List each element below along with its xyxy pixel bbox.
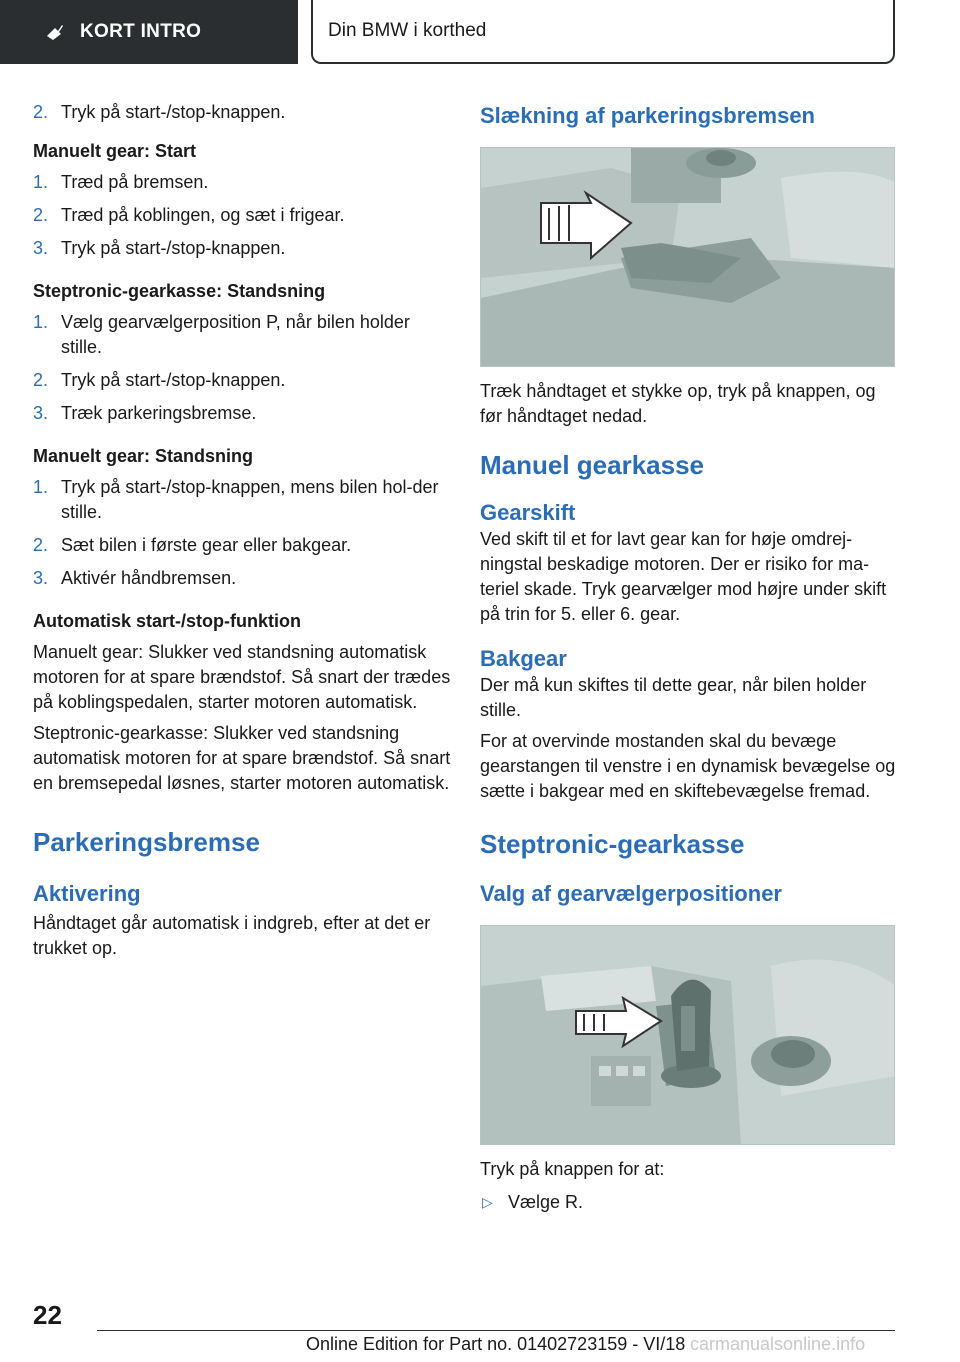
list-item: 1. Træd på bremsen. [33, 172, 209, 192]
chapter-title: Din BMW i korthed [311, 0, 895, 64]
paragraph: Der må kun skiftes til dette gear, når bilen holder stille. [480, 675, 867, 720]
list-item: 3. Tryk på start-/stop-knappen. [33, 238, 286, 258]
list-item: 1. Vælg gearvælgerposition P, når bilen holder stille. [33, 312, 410, 357]
paragraph: Håndtaget går automatisk i indgreb, efter at det er trukket op. [33, 913, 431, 958]
list-item: 1. Tryk på start-/stop-knappen, mens bilen hol-der stille. [33, 477, 439, 522]
list-item: 2. Sæt bilen i første gear eller bakgear. [33, 535, 352, 555]
edition-text: Online Edition for Part no. 01402723159 - VI/18 [306, 1334, 686, 1354]
list-item: 2. Tryk på start-/stop-knappen. [33, 370, 286, 390]
paragraph: Manuelt gear: Slukker ved standsning automatisk motoren for at spare brændstof. Så snart der trædes på koblingspedalen, starter motoren automatisk. [33, 642, 451, 712]
section-heading: Manuel gearkasse [480, 450, 705, 480]
page-number: 22 [33, 1300, 62, 1330]
paragraph: Steptronic-gearkasse: Slukker ved standsning automatisk motoren for at spare brændstof. Så snart en bremsepedal løsnes, starter motoren automatisk. [33, 723, 451, 793]
list-item: ▷ Vælge R. [480, 1190, 898, 1215]
triangle-bullet-icon: ▷ [482, 1194, 493, 1210]
left-column [33, 100, 453, 961]
footer-divider [97, 1330, 895, 1331]
right-column [480, 100, 898, 1215]
list-item: 2. Tryk på start-/stop-knappen. [33, 102, 286, 122]
list-item: 2. Træd på koblingen, og sæt i frigear. [33, 205, 345, 225]
subsection-heading: Slækning af parkeringsbremsen [480, 103, 815, 128]
parking-brake-illustration [480, 147, 895, 367]
gear-selector-illustration [480, 925, 895, 1145]
section-heading: Parkeringsbremse [33, 827, 260, 857]
subsection-title: Automatisk start-/stop-funktion [33, 611, 301, 631]
list-item: 3. Aktivér håndbremsen. [33, 568, 237, 588]
subsection-title: Manuelt gear: Standsning [33, 446, 254, 466]
section-tab[interactable] [0, 0, 298, 64]
subsection-title: Manuelt gear: Start [33, 141, 197, 161]
subsection-heading: Bakgear [480, 646, 567, 671]
car-icon [44, 21, 66, 43]
subsection-title: Steptronic-gearkasse: Standsning [33, 281, 326, 301]
subsection-heading: Valg af gearvælgerpositioner [480, 881, 782, 906]
watermark: carmanualsonline.info [690, 1334, 866, 1354]
subsection-heading: Aktivering [33, 881, 141, 906]
list-item: 3. Træk parkeringsbremse. [33, 403, 257, 423]
paragraph: For at overvinde mostanden skal du bevæge gearstangen til venstre i en dynamisk bevægelse og sætte i bakgear med en skiftebevægelse fremad. [480, 731, 896, 801]
section-tab-label: KORT INTRO [80, 21, 202, 42]
section-heading: Steptronic-gearkasse [480, 829, 745, 859]
subsection-heading: Gearskift [480, 500, 576, 525]
figure-caption: Træk håndtaget et stykke op, tryk på knappen, og før håndtaget nedad. [480, 381, 876, 426]
figure-caption: Tryk på knappen for at: [480, 1159, 665, 1179]
paragraph: Ved skift til et for lavt gear kan for høje omdrej-ningstal beskadige motoren. Der er risiko for ma-teriel skade. Tryk gearvælger mod højre under skift på trin for 5. eller 6. gear. [480, 529, 887, 624]
